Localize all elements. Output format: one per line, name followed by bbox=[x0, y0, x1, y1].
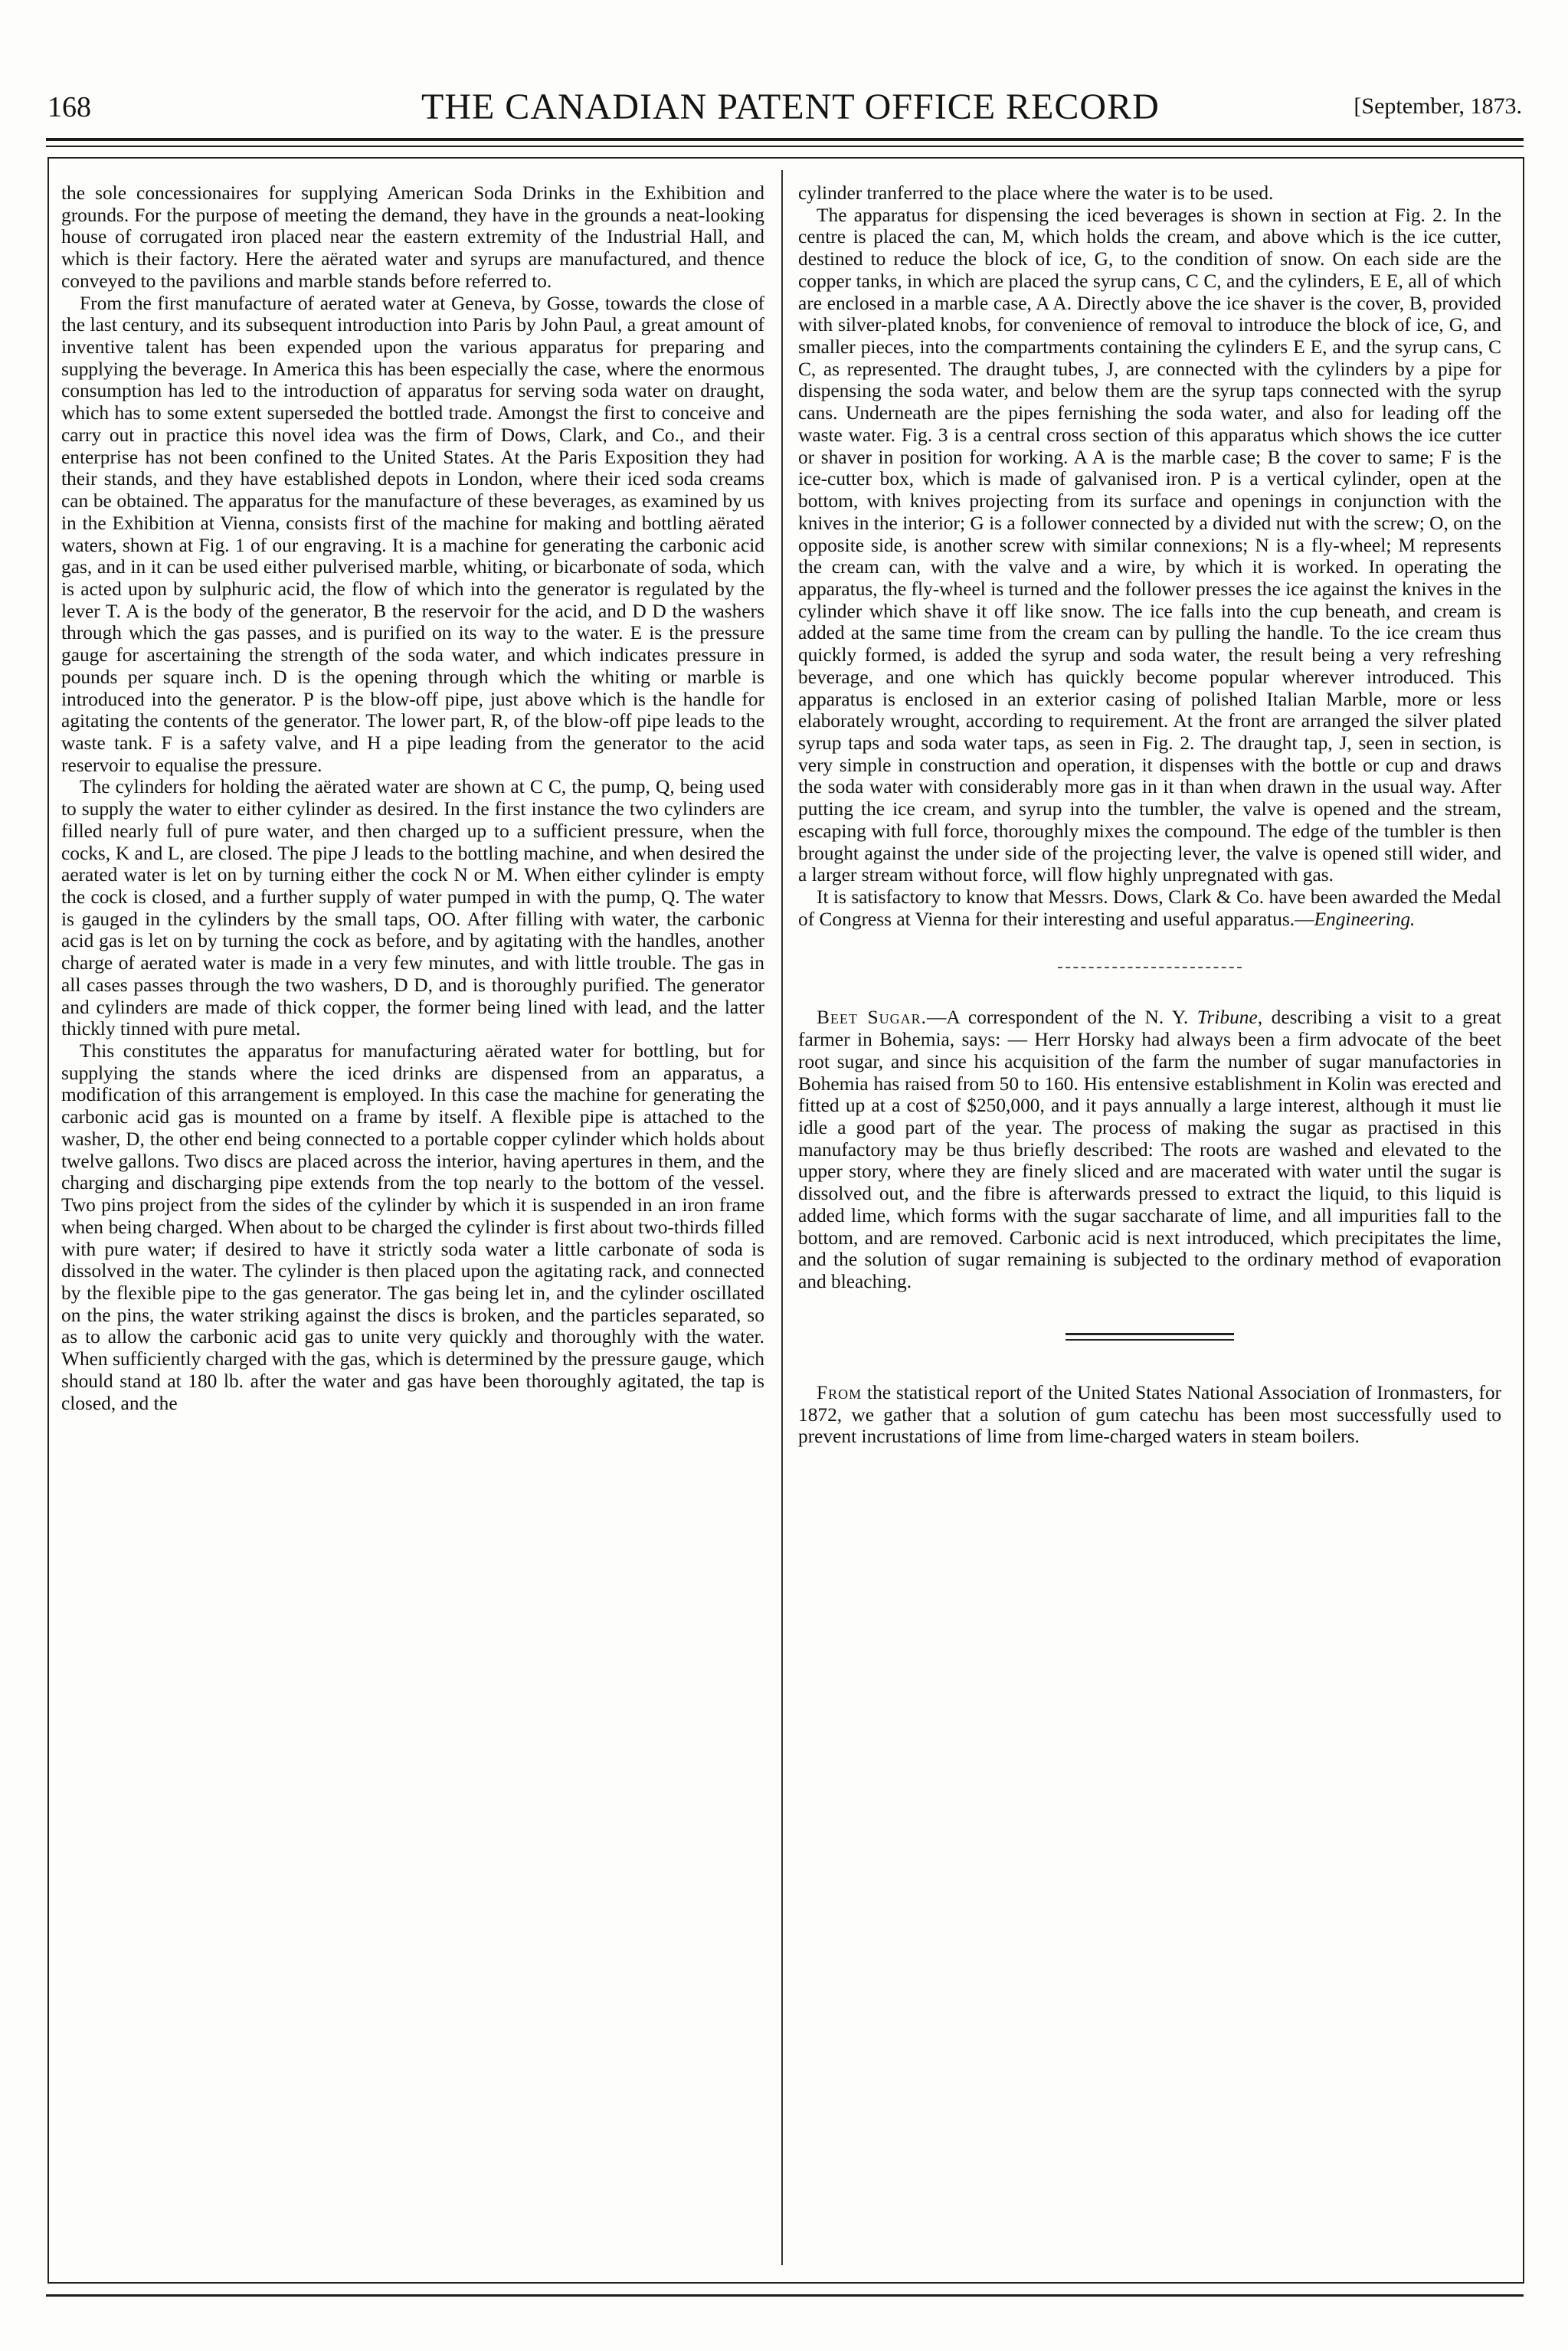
closing-text: It is satisfactory to know that Messrs. Dows, Clark & Co. have been awarded the Medal of Congress at Vienna for their interesting and useful apparatus.— bbox=[798, 886, 1501, 930]
footer-rule bbox=[46, 2294, 1524, 2297]
left-column bbox=[61, 182, 764, 1414]
right-paragraph-1: cylinder tranferred to the place where the water is to be used. bbox=[798, 182, 1274, 204]
ironmasters-paragraph bbox=[798, 1382, 1501, 1448]
right-column bbox=[798, 182, 1501, 1448]
issue-date: [September, 1873. bbox=[1354, 93, 1522, 119]
publication-title: THE CANADIAN PATENT OFFICE RECORD bbox=[421, 87, 1160, 127]
page-number: 168 bbox=[47, 91, 91, 123]
newspaper-name: Tribune bbox=[1196, 1007, 1258, 1029]
beet-sugar-body: , describing a visit to a great farmer in Bohemia, says: — Herr Horsky had always been a firm advocate of the beet root sugar, and since his acquisition of the farm the number of sugar manufactories in Bohemia has raised from 50 to 160. His entensive establishment in Kolin was erected and fitted up at a cost of $250,000, and it pays annually a large interest, although it must lie idle a good part of the year. The process of making the sugar as practised in this manufactory may be thus briefly described: The roots are washed and elevated to the upper story, where they are finely sliced and are macerated with water until the sugar is dissolved out, and the fibre is afterwards pressed to extract the liquid, to this liquid is added lime, which forms with the sugar saccharate of lime, and all impurities fall to the bottom, and are removed. Carbonic acid is next introduced, which precipitates the lime, and the solution of sugar remaining is subjected to the ordinary method of evaporation and bleaching. bbox=[798, 1007, 1501, 1293]
left-paragraph-1: the sole concessionaires for supplying American Soda Drinks in the Exhibition and grounds. For the purpose of meeting the demand, they have in the grounds a neat-looking house of corrugated iron placed near the eastern extremity of the Industrial Hall, and which is their factory. Here the aërated water and syrups are manufactured, and thence conveyed to the pavilions and marble stands before referred to. bbox=[61, 182, 764, 292]
left-paragraph-3: The cylinders for holding the aërated water are shown at C C, the pump, Q, being used to supply the water to either cylinder as desired. In the first instance the two cylinders are filled nearly full of pure water, and then charged up to a sufficient pressure, when the cocks, K and L, are closed. The pipe J leads to the bottling machine, and when desired the aerated water is let on by turning either the cock N or M. When either cylinder is empty the cock is closed, and a further supply of water pumped in with the pump, Q. The water is gauged in the cylinders by the small taps, OO. After filling with water, the carbonic acid gas is let on by turning the cock as before, and by agitating with the handles, another charge of aerated water is made in a very few minutes, and with little trouble. The gas in all cases passes through the two washers, D D, and is thoroughly purified. The generator and cylinders are made of thick copper, the former being lined with lead, and the latter thickly tinned with pure metal. bbox=[61, 776, 764, 1040]
right-paragraph-2: The apparatus for dispensing the iced beverages is shown in section at Fig. 2. In the centre is placed the can, M, which holds the cream, and above which is the ice cutter, destined to reduce the block of ice, G, to the condition of snow. On each side are the copper tanks, in which are placed the syrup cans, C C, and the cylinders, E E, all of which are enclosed in a marble case, A A. Directly above the ice shaver is the cover, B, provided with silver-plated knobs, for convenience of removal to introduce the block of ice, G, and smaller pieces, into the compartments containing the cylinders E E, and the syrup cans, C C, as represented. The draught tubes, J, are connected with the cylinders by a pipe for dispensing the soda water, and below them are the syrup taps connected with the syrup cans. Underneath are the pipes fernishing the soda water, and also for leading off the waste water. Fig. 3 is a central cross section of this apparatus which shows the ice cutter or shaver in position for working. A A is the marble case; B the cover to same; F is the ice-cutter box, which is made of galvanised iron. P is a vertical cylinder, open at the bottom, with knives projecting from its surface and openings in conjunction with the knives in the interior; G is a follower connected by a divided nut with the screw; O, on the opposite side, is another screw with similar connexions; N is a fly-wheel; M represents the cream can, with the valve and a wire, by which it is worked. In operating the apparatus, the fly-wheel is turned and the follower presses the ice against the knives in the cylinder which shave it off like snow. The ice falls into the cup beneath, and cream is added at the same time from the cream can by pulling the handle. To the ice cream thus quickly formed, is added the syrup and soda water, the result being a very refreshing beverage, and one which has quickly become popular wherever introduced. This apparatus is enclosed in an exterior casing of polished Italian Marble, more or less elaborately wrought, according to requirement. At the front are arranged the silver plated syrup taps and soda water taps, as seen in Fig. 2. The draught tap, J, seen in section, is very simple in construction and operation, it dispenses with the bottle or cup and draws the soda water with considerably more gas in it than when drawn in the usual way. After putting the ice cream, and syrup into the tumbler, the valve is opened and the stream, escaping with full force, thoroughly mixes the compound. The edge of the tumbler is then brought against the under side of the projecting lever, the valve is opened still wider, and a larger stream without force, will flow highly unpregnated with gas. bbox=[798, 204, 1501, 886]
beet-sugar-heading: Beet Sugar. bbox=[817, 1007, 927, 1029]
source-credit: Engineering. bbox=[1314, 908, 1416, 930]
header-rule-thin bbox=[46, 146, 1524, 147]
left-paragraph-2: From the first manufacture of aerated water at Geneva, by Gosse, towards the close of the last century, and its subsequent introduction into Paris by John Paul, a great amount of inventive talent has been expended upon the various apparatus for preparing and supplying the beverage. In America this has been especially the case, where the enormous consumption has led to the introduction of apparatus for serving soda water on draught, which has to some extent superseded the bottled trade. Amongst the first to conceive and carry out in practice this novel idea was the firm of Dows, Clark, and Co., and their enterprise has not been confined to the United States. At the Paris Exposition they had their stands, and they have established depots in London, where their iced soda creams can be obtained. The apparatus for the manufacture of these beverages, as examined by us in the Exhibition at Vienna, consists first of the machine for making and bottling aërated waters, shown at Fig. 1 of our engraving. It is a machine for generating the carbonic acid gas, and in it can be used either pulverised marble, whiting, or bicarbonate of soda, which is acted upon by sulphuric acid, the flow of which into the generator is regulated by the lever T. A is the body of the generator, B the reservoir for the acid, and D D the washers through which the gas passes, and is purified on its way to the water. E is the pressure gauge for ascertaining the strength of the soda water, and which indicates pressure in pounds per square inch. D is the opening through which the whiting or marble is introduced into the generator. P is the blow-off pipe, just above which is the handle for agitating the contents of the generator. The lower part, R, of the blow-off pipe leads to the waste tank. F is a safety valve, and H a pipe leading from the generator to the acid reservoir to equalise the pressure. bbox=[61, 292, 764, 776]
ironmasters-lead: From bbox=[817, 1381, 863, 1403]
right-paragraph-3 bbox=[798, 886, 1501, 930]
double-rule-separator bbox=[1066, 1333, 1234, 1341]
beet-sugar-paragraph bbox=[798, 1007, 1501, 1292]
ironmasters-body: the statistical report of the United States National Association of Ironmasters, for 1872, we gather that a solution of gum catechu has been most successfully used to prevent incrustations of lime from lime-charged waters in steam boilers. bbox=[798, 1381, 1501, 1448]
left-paragraph-4: This constitutes the apparatus for manufacturing aërated water for bottling, but for supplying the stands where the iced drinks are dispensed from an apparatus, a modification of this arrangement is employed. In this case the machine for generating the carbonic acid gas is mounted on a frame by itself. A flexible pipe is attached to the washer, D, the other end being connected to a portable copper cylinder which holds about twelve gallons. Two discs are placed across the interior, having apertures in them, and the charging and discharging pipe extends from the top nearly to the bottom of the vessel. Two pins project from the sides of the cylinder by which it is suspended in an iron frame when being charged. When about to be charged the cylinder is first about two-thirds filled with pure water; if desired to have it strictly soda water a little carbonate of soda is dissolved in the water. The cylinder is then placed upon the agitating rack, and connected by the flexible pipe to the gas generator. The gas being let in, and the cylinder oscillated on the pins, the water striking against the discs is broken, and the particles separated, so as to allow the carbonic acid gas to unite very quickly and thoroughly with the water. When sufficiently charged with the gas, which is determined by the pressure gauge, which should stand at 180 lb. after the water and gas have been thoroughly agitated, the tap is closed, and the bbox=[61, 1040, 764, 1414]
header-rule bbox=[46, 138, 1524, 141]
section-separator bbox=[1058, 967, 1242, 968]
beet-sugar-intro: —A correspondent of the N. Y. bbox=[926, 1007, 1197, 1029]
column-divider bbox=[781, 170, 783, 2265]
